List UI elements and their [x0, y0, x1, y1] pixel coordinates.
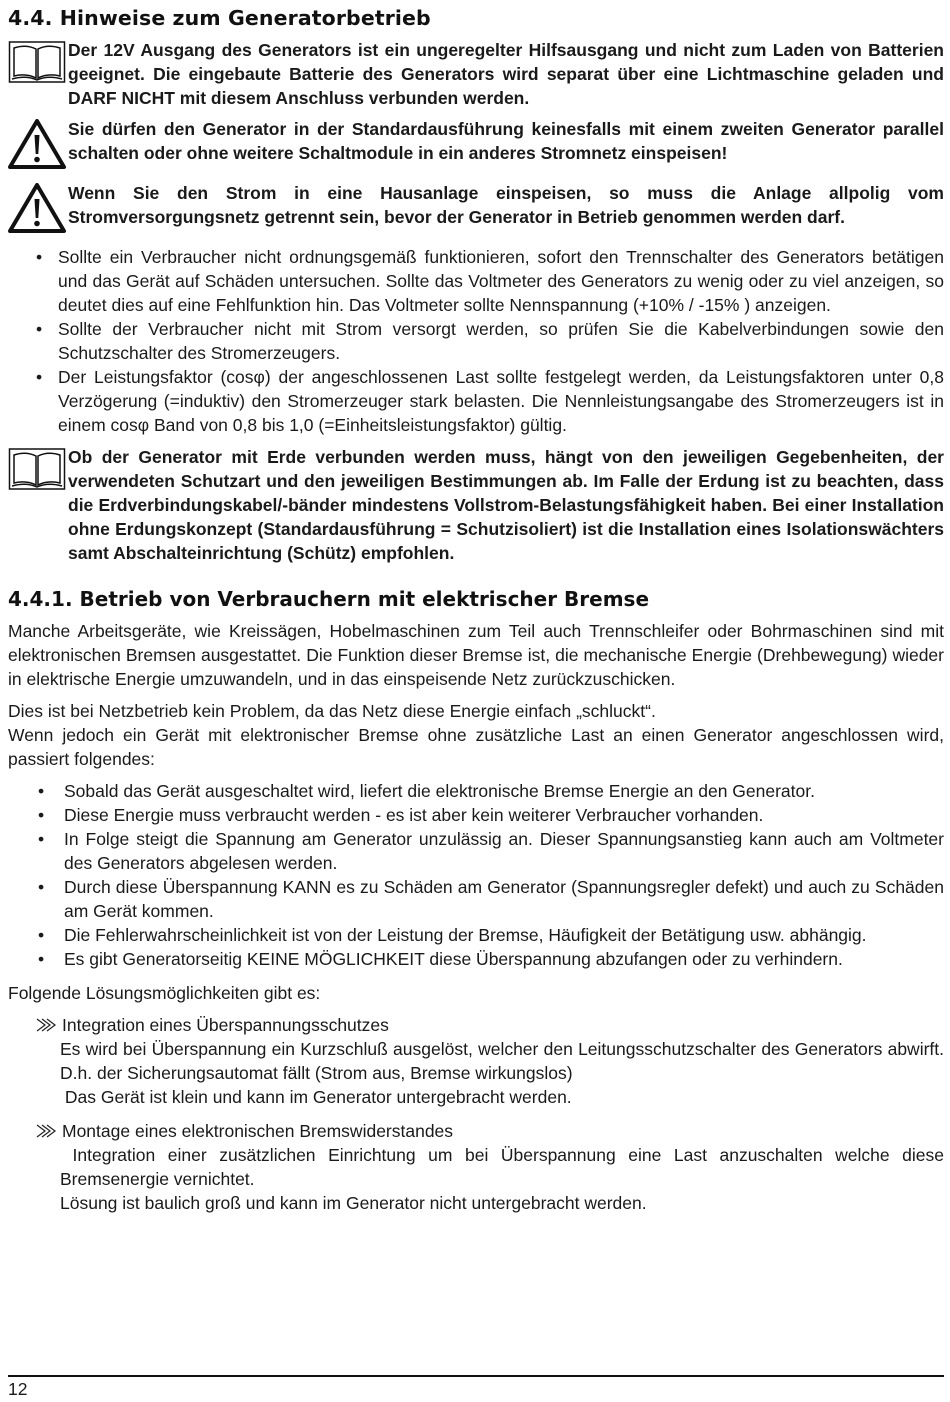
solution-line: Lösung ist baulich groß und kann im Generator nicht untergebracht werden.: [60, 1193, 647, 1213]
list-item: • Durch diese Überspannung KANN es zu Schäden am Generator (Spannungsregler defekt) und auch zu Schäden am Gerät kommen.: [38, 877, 944, 921]
note-battery: [8, 38, 944, 110]
subsection-number: 4.4.1.: [8, 587, 73, 611]
subsection-heading: [8, 587, 944, 611]
solution-item: [8, 1013, 944, 1109]
solution-item: [8, 1119, 949, 1215]
page-footer: [8, 1375, 944, 1400]
list-item: • Die Fehlerwahrscheinlichkeit ist von der Leistung der Bremse, Häufigkeit der Betätigung usw. abhängig.: [38, 925, 867, 945]
list-item: • Diese Energie muss verbraucht werden - es ist aber kein weiterer Verbraucher vorhanden.: [38, 805, 764, 825]
arrow-pointer-icon: [36, 1018, 58, 1032]
note-parallel-warning: [8, 117, 944, 174]
bullet-list-effects: [8, 779, 944, 971]
note-text: Sie dürfen den Generator in der Standardausführung keinesfalls mit einem zweiten Generator parallel schalten oder ohne weitere Schaltmodule in ein anderes Stromnetz einspeisen!: [68, 119, 944, 163]
footer-divider: [8, 1375, 944, 1377]
solution-title: Integration eines Überspannungsschutzes: [62, 1015, 389, 1035]
paragraph-net: Dies ist bei Netzbetrieb kein Problem, da das Netz diese Energie einfach „schluckt“.: [8, 701, 656, 721]
arrow-pointer-icon: [36, 1124, 58, 1138]
manual-book-icon: [8, 38, 68, 89]
solution-heading: [8, 1119, 944, 1143]
list-item: • Sollte der Verbraucher nicht mit Strom versorgt werden, so prüfen Sie die Kabelverbindungen sowie den Schutzschalter des Stromerzeugers.: [36, 319, 944, 363]
solution-line: Integration einer zusätzlichen Einrichtung um bei Überspannung eine Last anzuschalten welche diese Bremsenergie vernichtet.: [60, 1145, 949, 1189]
warning-triangle-icon: [8, 181, 68, 238]
note-earthing: [8, 445, 944, 565]
solution-line: Das Gerät ist klein und kann im Generator untergebracht werden.: [60, 1087, 572, 1107]
page-number: 12: [8, 1379, 28, 1399]
list-item: • Der Leistungsfaktor (cosφ) der angeschlossenen Last sollte festgelegt werden, da Leistungsfaktoren unter 0,8 Verzögerung (=induktiv) den Stromerzeuger stark belasten. Die Nennleistungsangabe des Stromerzeugers ist in einem cosφ Band von 0,8 bis 1,0 (=Einheitsleistungsfaktor) gültig.: [36, 367, 944, 435]
paragraph-generator: Wenn jedoch ein Gerät mit elektronischer Bremse ohne zusätzliche Last an einen Generator angeschlossen wird, passiert folgendes:: [8, 725, 944, 769]
note-house-warning: [8, 181, 944, 238]
document-page: [8, 0, 949, 1225]
solution-heading: [8, 1013, 944, 1037]
solution-line: Es wird bei Überspannung ein Kurzschluß ausgelöst, welcher den Leitungsschutzschalter des Generators abwirft. D.h. der Sicherungsautomat fällt (Strom aus, Bremse wirkungslos): [60, 1039, 944, 1083]
section-number: 4.4.: [8, 6, 53, 30]
paragraph-intro: Manche Arbeitsgeräte, wie Kreissägen, Hobelmaschinen zum Teil auch Trennschleifer oder Bohrmaschinen sind mit elektronischen Bremsen ausgestattet. Die Funktion dieser Bremse ist, die mechanische Energie (Drehbewegung) wieder in elektrische Energie umzuwandeln, und in das einspeisende Netz zurückzuschicken.: [8, 621, 944, 689]
section-heading: [8, 6, 944, 30]
manual-book-icon: [8, 445, 68, 496]
bullet-list-troubleshooting: [8, 245, 944, 437]
warning-triangle-icon: [8, 117, 68, 174]
subsection-title: Betrieb von Verbrauchern mit elektrischer Bremse: [79, 587, 650, 611]
list-item: • Sollte ein Verbraucher nicht ordnungsgemäß funktionieren, sofort den Trennschalter des Generators betätigen und das Gerät auf Schäden untersuchen. Sollte das Voltmeter des Generators zu wenig oder zu viel anzeigen, so deutet dies auf eine Fehlfunktion hin. Das Voltmeter sollte Nennspannung (+10% / -15% ) anzeigen.: [36, 247, 944, 315]
note-text: Ob der Generator mit Erde verbunden werden muss, hängt von den jeweiligen Gegebenheiten, der verwendeten Schutzart und den jeweiligen Bestimmungen ab. Im Falle der Erdung ist zu beachten, dass die Erdverbindungskabel/-bänder mindestens Vollstrom-Belastungsfähigkeit haben. Bei einer Installation ohne Erdungskonzept (Standardausführung = Schutzisoliert) ist die Installation eines Isolationswächters samt Abschalteinrichtung (Schütz) empfohlen.: [68, 447, 944, 563]
note-text: Wenn Sie den Strom in eine Hausanlage einspeisen, so muss die Anlage allpolig vom Stromversorgungsnetz getrennt sein, bevor der Generator in Betrieb genommen werden darf.: [68, 183, 944, 227]
section-title: Hinweise zum Generatorbetrieb: [59, 6, 431, 30]
paragraph-solutions-intro: Folgende Lösungsmöglichkeiten gibt es:: [8, 983, 321, 1003]
list-item: • Sobald das Gerät ausgeschaltet wird, liefert die elektronische Bremse Energie an den Generator.: [38, 781, 815, 801]
list-item: • Es gibt Generatorseitig KEINE MÖGLICHKEIT diese Überspannung abzufangen oder zu verhindern.: [38, 949, 843, 969]
note-text: Der 12V Ausgang des Generators ist ein ungeregelter Hilfsausgang und nicht zum Laden von Batterien geeignet. Die eingebaute Batterie des Generators wird separat über eine Lichtmaschine geladen und DARF NICHT mit diesem Anschluss verbunden werden.: [68, 40, 944, 108]
list-item: • In Folge steigt die Spannung am Generator unzulässig an. Dieser Spannungsanstieg kann auch am Voltmeter des Generators abgelesen werden.: [38, 829, 944, 873]
solution-title: Montage eines elektronischen Bremswiderstandes: [62, 1121, 454, 1141]
